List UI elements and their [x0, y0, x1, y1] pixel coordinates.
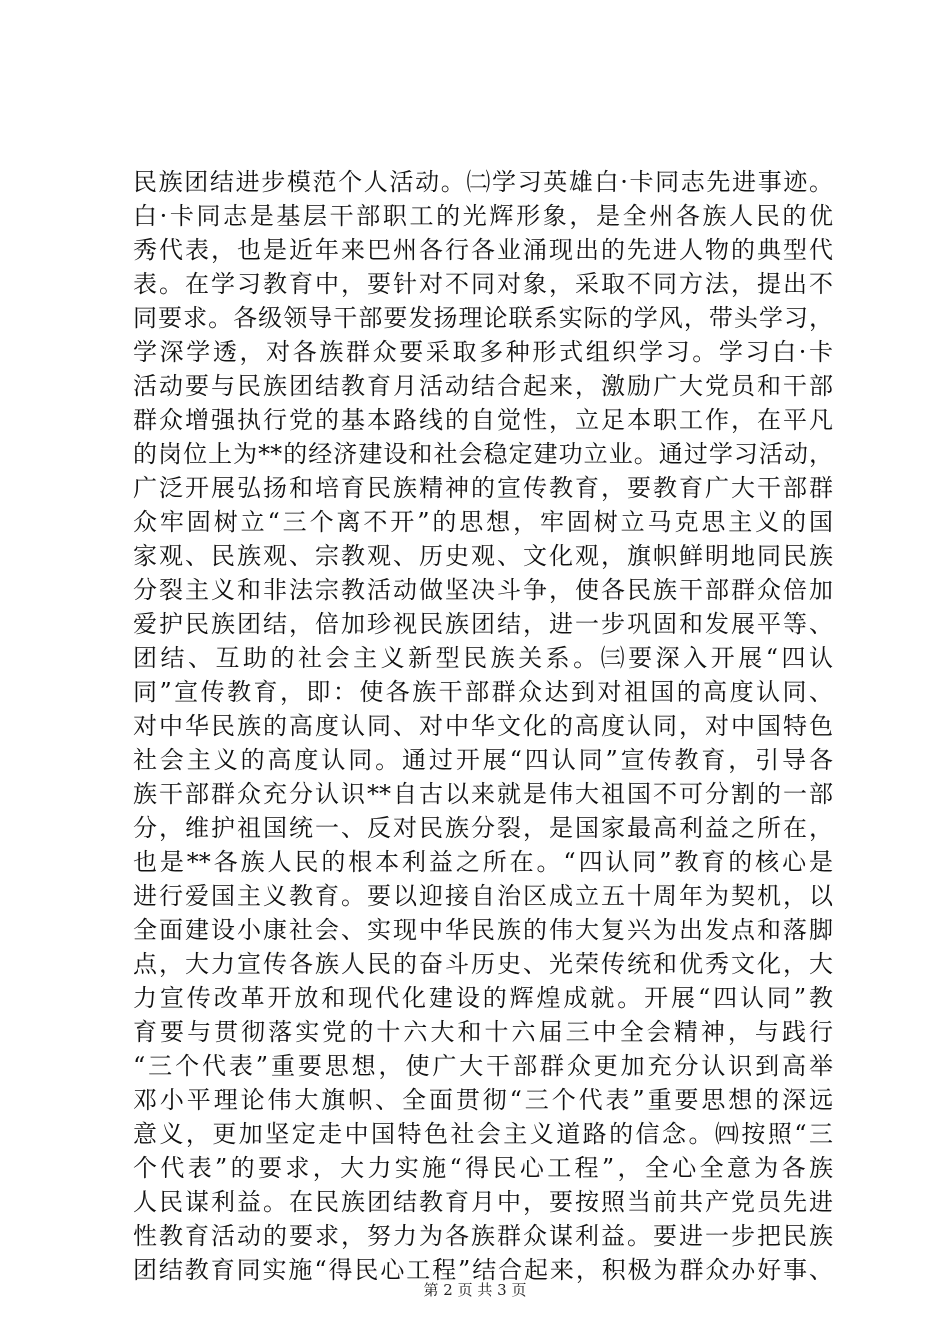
text-line: 爱护民族团结，倍加珍视民族团结，进一步巩固和发展平等、 — [133, 610, 833, 638]
text-line: 家观、民族观、宗教观、历史观、文化观，旗帜鲜明地同民族 — [133, 542, 833, 570]
text-line: 个代表”的要求，大力实施“得民心工程”，全心全意为各族 — [133, 1154, 833, 1182]
text-line: 力宣传改革开放和现代化建设的辉煌成就。开展“四认同”教 — [133, 984, 833, 1012]
text-line: 活动要与民族团结教育月活动结合起来，激励广大党员和干部 — [133, 372, 833, 400]
text-line: 同”宣传教育，即：使各族干部群众达到对祖国的高度认同、 — [133, 678, 833, 706]
text-line: 族干部群众充分认识**自古以来就是伟大祖国不可分割的一部 — [133, 780, 833, 808]
page-footer: 第 2 页 共 3 页 — [423, 1281, 527, 1299]
text-line: 人民谋利益。在民族团结教育月中，要按照当前共产党员先进 — [133, 1188, 833, 1216]
text-line: 邓小平理论伟大旗帜、全面贯彻“三个代表”重要思想的深远 — [133, 1086, 833, 1114]
text-line: 众牢固树立“三个离不开”的思想，牢固树立马克思主义的国 — [133, 508, 833, 536]
text-line: 表。在学习教育中，要针对不同对象，采取不同方法，提出不 — [133, 270, 833, 298]
text-line: 对中华民族的高度认同、对中华文化的高度认同，对中国特色 — [133, 712, 833, 740]
text-line: 意义，更加坚定走中国特色社会主义道路的信念。㈣按照“三 — [133, 1120, 833, 1148]
text-line: 进行爱国主义教育。要以迎接自治区成立五十周年为契机，以 — [133, 882, 833, 910]
document-body — [133, 165, 833, 1287]
text-line: 广泛开展弘扬和培育民族精神的宣传教育，要教育广大干部群 — [133, 474, 833, 502]
text-line: 也是**各族人民的根本利益之所在。“四认同”教育的核心是 — [133, 848, 833, 876]
text-line: 秀代表，也是近年来巴州各行各业涌现出的先进人物的典型代 — [133, 236, 833, 264]
text-line: “三个代表”重要思想，使广大干部群众更加充分认识到高举 — [133, 1052, 833, 1080]
text-line: 分，维护祖国统一、反对民族分裂，是国家最高利益之所在， — [133, 814, 833, 842]
text-line: 民族团结进步模范个人活动。㈡学习英雄白·卡同志先进事迹。 — [133, 168, 833, 196]
text-line: 学深学透，对各族群众要采取多种形式组织学习。学习白·卡 — [133, 338, 833, 366]
text-line: 点，大力宣传各族人民的奋斗历史、光荣传统和优秀文化，大 — [133, 950, 833, 978]
text-line: 全面建设小康社会、实现中华民族的伟大复兴为出发点和落脚 — [133, 916, 833, 944]
text-line: 团结教育同实施“得民心工程”结合起来，积极为群众办好事、 — [133, 1256, 833, 1284]
text-line: 性教育活动的要求，努力为各族群众谋利益。要进一步把民族 — [133, 1222, 833, 1250]
text-line: 社会主义的高度认同。通过开展“四认同”宣传教育，引导各 — [133, 746, 833, 774]
text-line: 分裂主义和非法宗教活动做坚决斗争，使各民族干部群众倍加 — [133, 576, 833, 604]
text-line: 的岗位上为**的经济建设和社会稳定建功立业。通过学习活动， — [133, 440, 833, 468]
text-line: 群众增强执行党的基本路线的自觉性，立足本职工作，在平凡 — [133, 406, 833, 434]
text-line: 同要求。各级领导干部要发扬理论联系实际的学风，带头学习， — [133, 304, 833, 332]
text-line: 团结、互助的社会主义新型民族关系。㈢要深入开展“四认 — [133, 644, 833, 672]
text-line: 育要与贯彻落实党的十六大和十六届三中全会精神，与践行 — [133, 1018, 833, 1046]
text-line: 白·卡同志是基层干部职工的光辉形象，是全州各族人民的优 — [133, 202, 833, 230]
